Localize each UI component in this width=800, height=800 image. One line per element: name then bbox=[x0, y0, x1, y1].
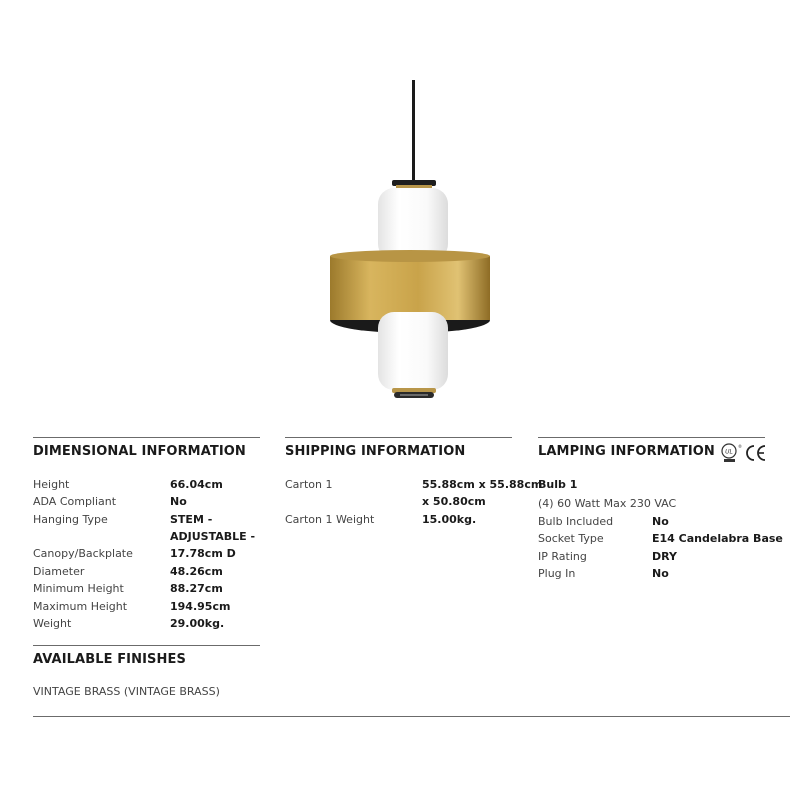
spec-label: ADA Compliant bbox=[33, 495, 117, 508]
shipping-title: SHIPPING INFORMATION bbox=[285, 444, 466, 459]
ce-mark-icon bbox=[745, 444, 767, 466]
svg-text:UL: UL bbox=[725, 448, 733, 456]
spec-label: Hanging Type bbox=[33, 513, 108, 526]
spec-label: Diameter bbox=[33, 565, 85, 578]
dimensional-title: DIMENSIONAL INFORMATION bbox=[33, 444, 246, 459]
spec-value: DRY bbox=[652, 550, 677, 563]
spec-value: No bbox=[652, 515, 669, 528]
spec-value: 55.88cm x 55.88cm bbox=[422, 478, 543, 491]
spec-label: Carton 1 bbox=[285, 478, 333, 491]
spec-value-cont: ADJUSTABLE - bbox=[170, 530, 256, 543]
spec-label: Height bbox=[33, 478, 70, 491]
section-divider bbox=[538, 437, 765, 438]
ul-listed-icon bbox=[720, 443, 742, 467]
spec-value-cont: x 50.80cm bbox=[422, 495, 486, 508]
section-divider bbox=[33, 645, 260, 646]
bottom-divider bbox=[33, 716, 790, 717]
bulb-title: Bulb 1 bbox=[538, 478, 578, 491]
section-divider bbox=[33, 437, 260, 438]
pendant-lamp-image bbox=[320, 80, 500, 410]
spec-value: 29.00kg. bbox=[170, 617, 225, 630]
spec-value: 17.78cm D bbox=[170, 547, 236, 560]
spec-value: No bbox=[652, 567, 669, 580]
spec-label: Maximum Height bbox=[33, 600, 128, 613]
spec-value: 15.00kg. bbox=[422, 513, 477, 526]
spec-value: 48.26cm bbox=[170, 565, 223, 578]
spec-value: 66.04cm bbox=[170, 478, 223, 491]
spec-label: Socket Type bbox=[538, 532, 604, 545]
spec-value: 88.27cm bbox=[170, 582, 223, 595]
spec-value: STEM - bbox=[170, 513, 213, 526]
lamping-title: LAMPING INFORMATION bbox=[538, 444, 715, 459]
spec-label: Canopy/Backplate bbox=[33, 547, 133, 560]
finishes-title: AVAILABLE FINISHES bbox=[33, 652, 186, 667]
spec-label: Plug In bbox=[538, 567, 576, 580]
spec-label: Minimum Height bbox=[33, 582, 124, 595]
spec-label: Bulb Included bbox=[538, 515, 614, 528]
spec-value: No bbox=[170, 495, 187, 508]
section-divider bbox=[285, 437, 512, 438]
bulb-description: (4) 60 Watt Max 230 VAC bbox=[538, 497, 677, 510]
spec-label: IP Rating bbox=[538, 550, 587, 563]
spec-value: 194.95cm bbox=[170, 600, 231, 613]
svg-text:®: ® bbox=[738, 444, 742, 449]
spec-label: Weight bbox=[33, 617, 72, 630]
spec-value: E14 Candelabra Base bbox=[652, 532, 783, 545]
spec-label: Carton 1 Weight bbox=[285, 513, 375, 526]
finish-item: VINTAGE BRASS (VINTAGE BRASS) bbox=[33, 685, 220, 698]
